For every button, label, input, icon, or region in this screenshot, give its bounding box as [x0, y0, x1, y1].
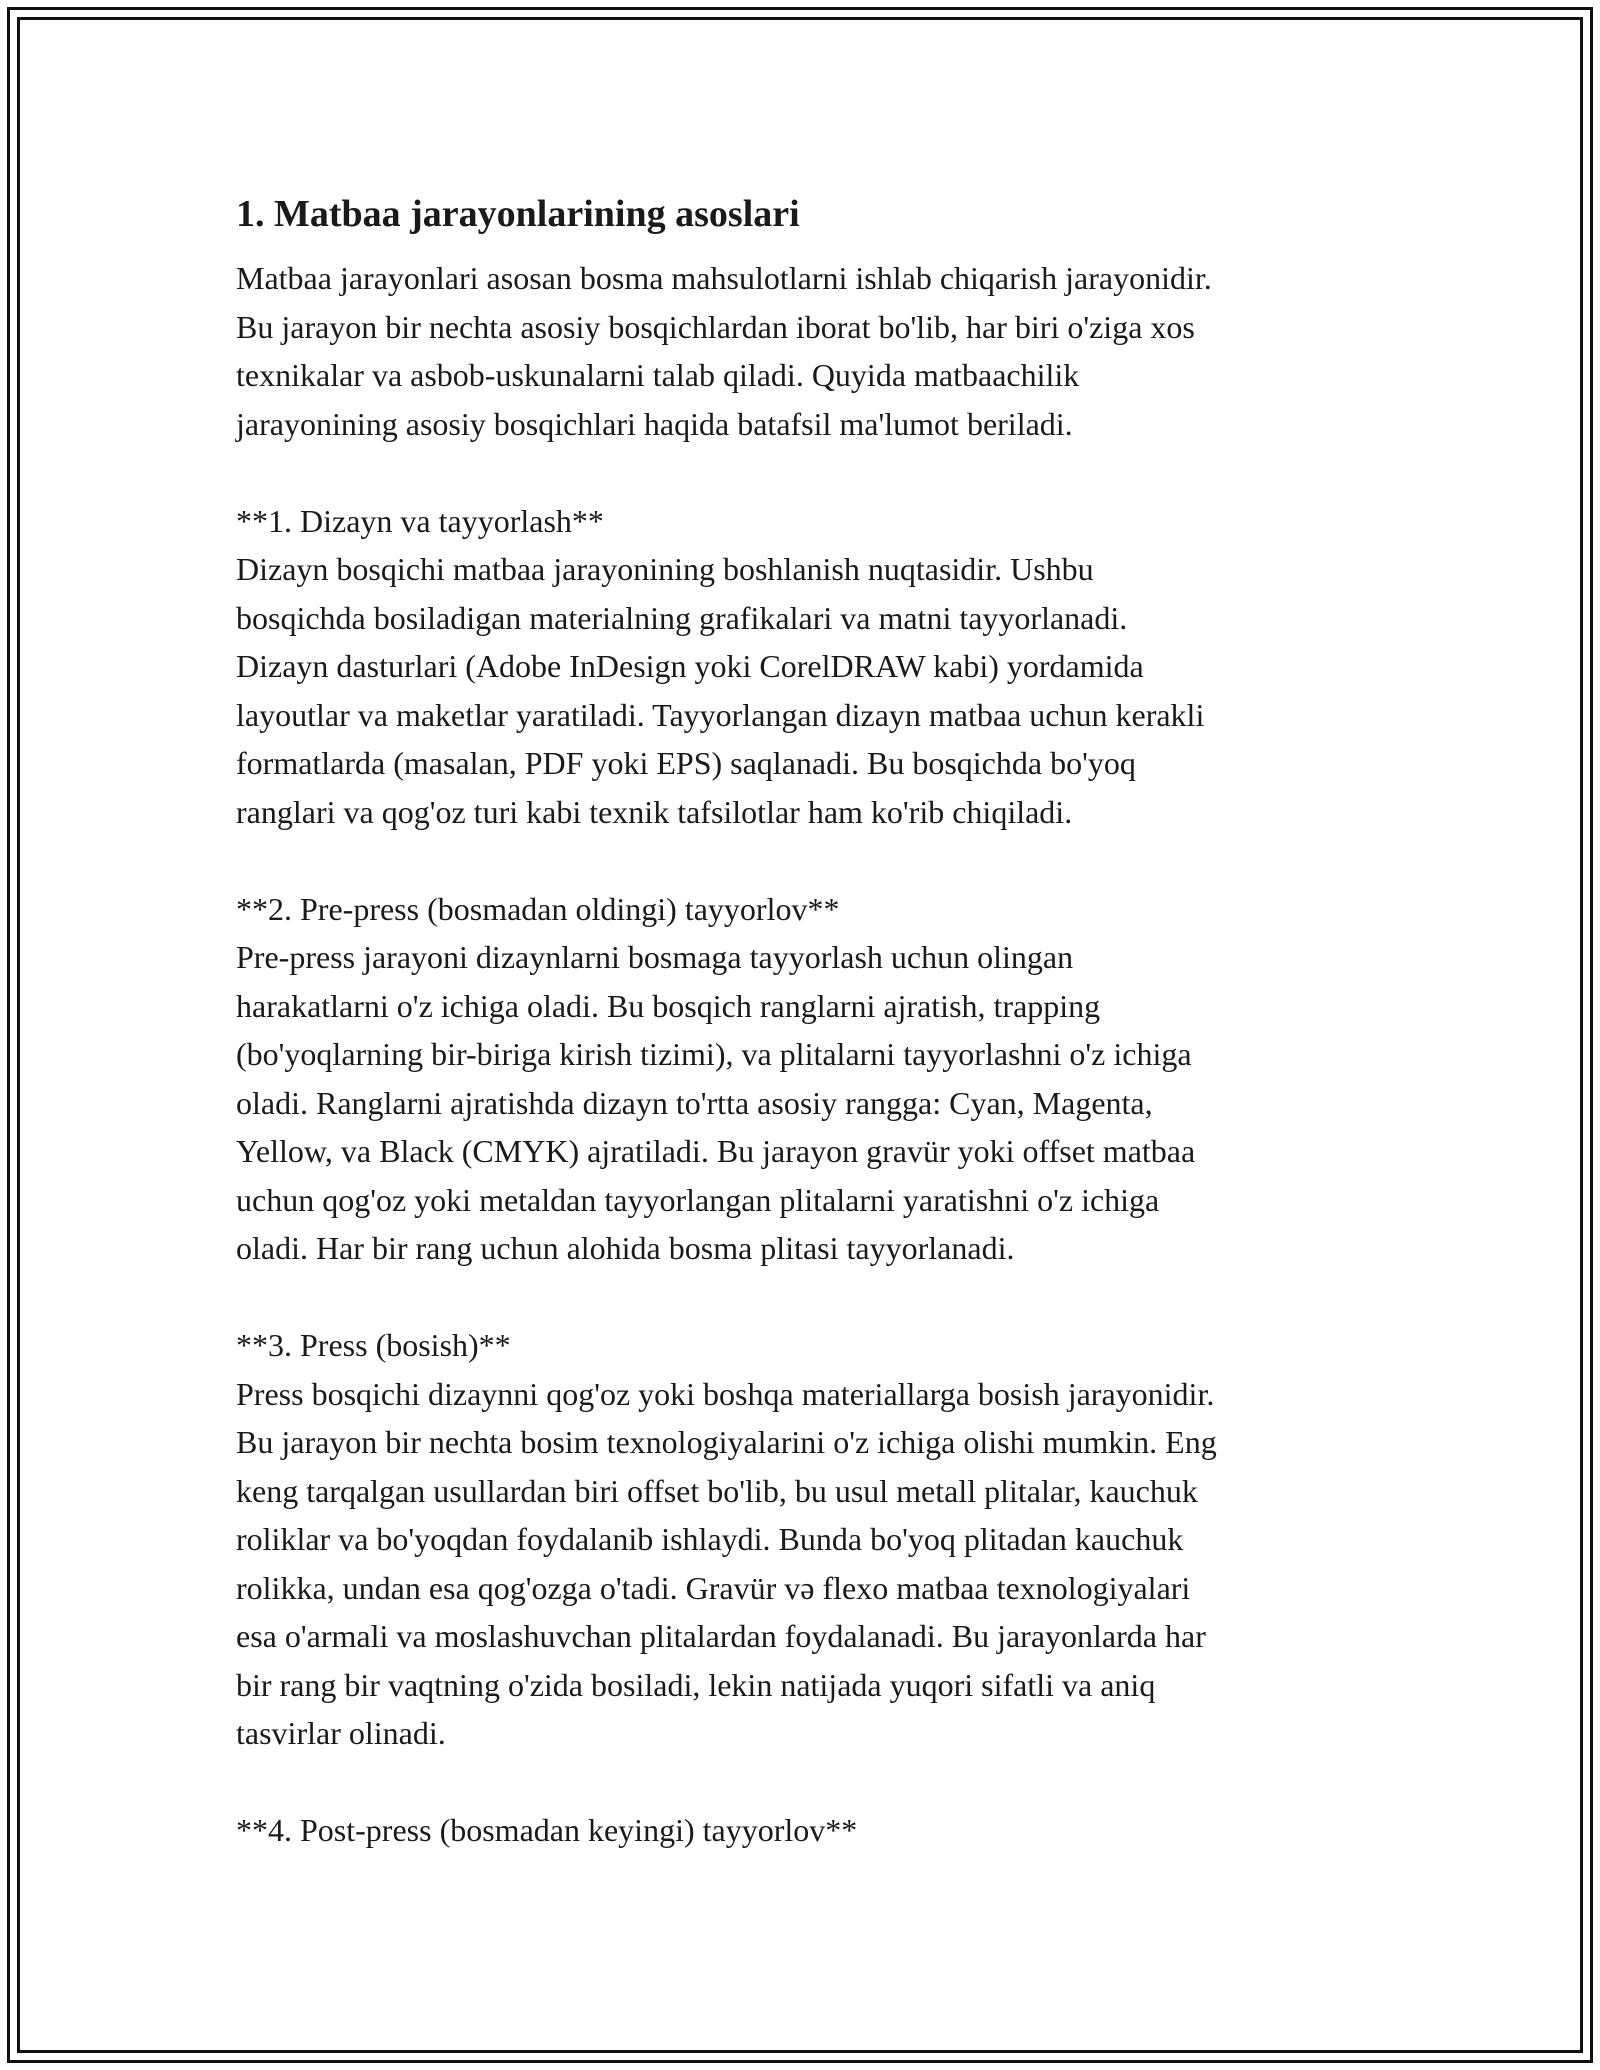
intro-paragraph: Matbaa jarayonlari asosan bosma mahsulotlarni ishlab chiqarish jarayonidir. Bu jarayon bir nechta asosiy bosqichlardan iborat bo'lib, har biri o'ziga xos texnikalar va asbob-uskunalarni talab qiladi. Quyida matbaachilik jarayonining asosiy bosqichlari haqida batafsil ma'lumot beriladi.	[236, 260, 1212, 442]
paragraph-spacer	[236, 1758, 1376, 1807]
section-heading-4: **4. Post-press (bosmadan keyingi) tayyorlov**	[236, 1812, 858, 1848]
paragraph-spacer	[236, 836, 1376, 885]
document-body	[236, 188, 1376, 1855]
section-body-3: Press bosqichi dizaynni qog'oz yoki boshqa materiallarga bosish jarayonidir. Bu jarayon bir nechta bosim texnologiyalarini o'z ichiga olishi mumkin. Eng keng tarqalgan usullardan biri offset bo'lib, bu usul metall plitalar, kauchuk roliklar va bo'yoqdan foydalanib ishlaydi. Bunda bo'yoq plitadan kauchuk rolikka, undan esa qog'ozga o'tadi. Gravür və flexo matbaa texnologiyalari esa o'armali va moslashuvchan plitalardan foydalanadi. Bu jarayonlarda har bir rang bir vaqtning o'zida bosiladi, lekin natijada yuqori sifatli va aniq tasvirlar olinadi.	[236, 1375, 1217, 1751]
paragraph-spacer	[236, 448, 1376, 497]
section-body-2: Pre-press jarayoni dizaynlarni bosmaga tayyorlash uchun olingan harakatlarni o'z ichiga oladi. Bu bosqich ranglarni ajratish, trapping (bo'yoqlarning bir-biriga kirish tizimi), va plitalarni tayyorlashni o'z ichiga oladi. Ranglarni ajratishda dizayn to'rtta asosiy rangga: Cyan, Magenta, Yellow, va Black (CMYK) ajratiladi. Bu jarayon gravür yoki offset matbaa uchun qog'oz yoki metaldan tayyorlangan plitalarni yaratishni o'z ichiga oladi. Har bir rang uchun alohida bosma plitasi tayyorlanadi.	[236, 939, 1196, 1266]
paragraph-spacer	[236, 1273, 1376, 1322]
document-title: 1. Matbaa jarayonlarining asoslari	[236, 193, 800, 235]
section-heading-2: **2. Pre-press (bosmadan oldingi) tayyorlov**	[236, 890, 840, 927]
section-heading-3: **3. Press (bosish)**	[236, 1327, 511, 1363]
section-heading-1: **1. Dizayn va tayyorlash**	[236, 502, 604, 539]
section-body-1: Dizayn bosqichi matbaa jarayonining boshlanish nuqtasidir. Ushbu bosqichda bosiladigan materialning grafikalari va matni tayyorlanadi. Dizayn dasturlari (Adobe InDesign yoki CorelDRAW kabi) yordamida layoutlar va maketlar yaratiladi. Tayyorlangan dizayn matbaa uchun kerakli formatlarda (masalan, PDF yoki EPS) saqlanadi. Bu bosqichda bo'yoq ranglari va qog'oz turi kabi texnik tafsilotlar ham ko'rib chiqiladi.	[236, 551, 1205, 830]
